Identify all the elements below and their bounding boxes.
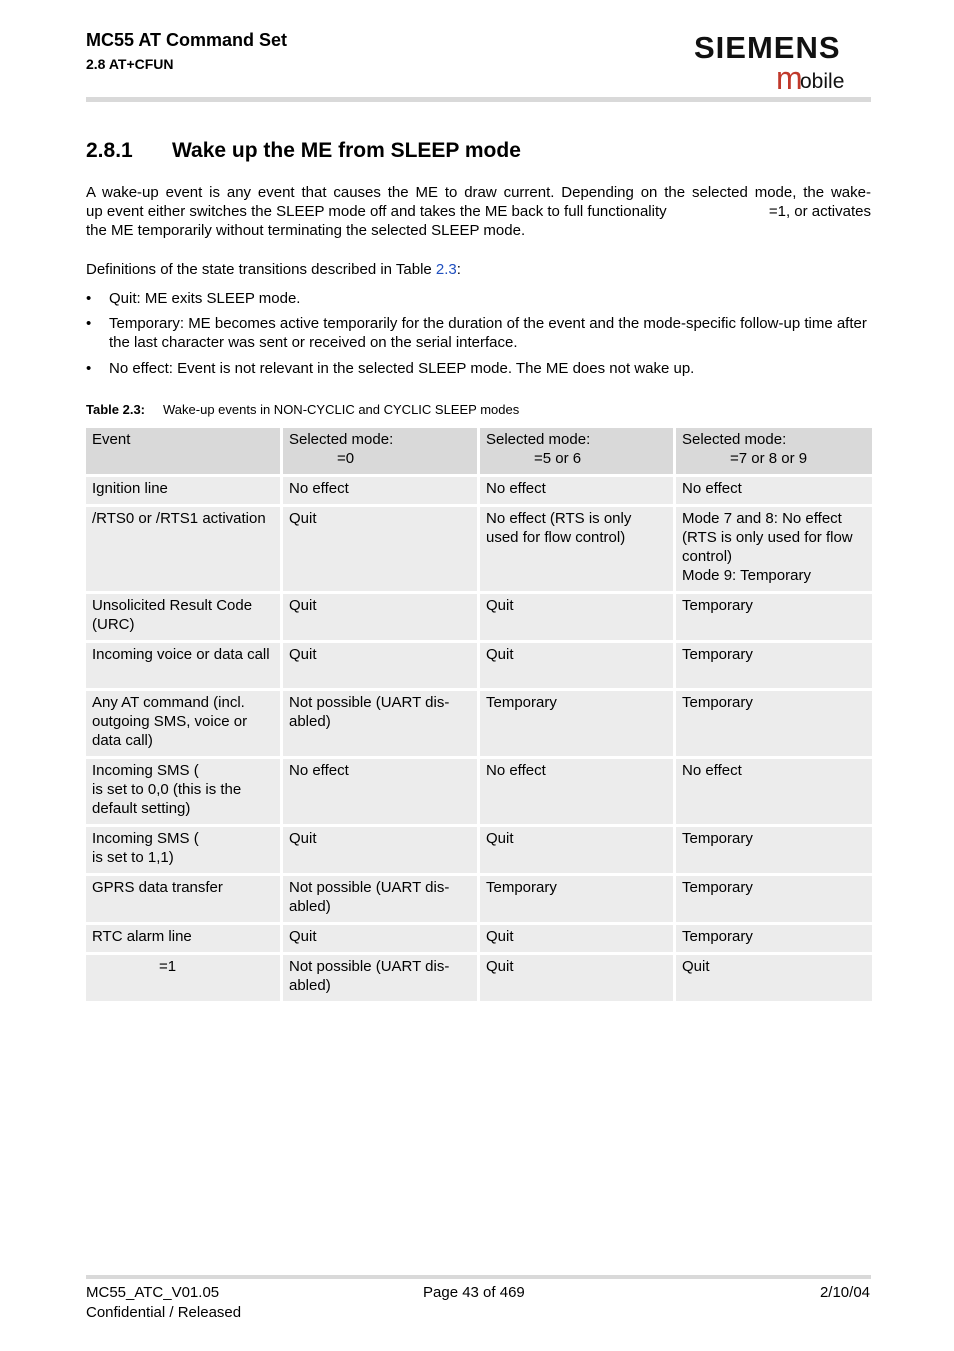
mode-c-cell xyxy=(676,507,872,594)
mode-a-cell: Quit xyxy=(283,594,480,643)
footer-page-number: Page 43 of 469 xyxy=(423,1284,525,1301)
event-text: =1 xyxy=(159,958,177,975)
mode-c-cell: Temporary xyxy=(676,643,872,691)
footer-status: Confidential / Released xyxy=(86,1304,242,1321)
header-event: Event xyxy=(86,428,283,477)
event-text-2: is set to 1,1) xyxy=(92,849,174,866)
mode-a-cell: Not possible (UART dis-abled) xyxy=(283,691,480,759)
table-row xyxy=(86,827,872,876)
intro-paragraph xyxy=(86,183,871,240)
header-mode-a xyxy=(283,428,480,477)
table-reference-link[interactable]: 2.3 xyxy=(435,261,457,278)
mode-a-cell: Not possible (UART dis-abled) xyxy=(283,955,480,1004)
table-row xyxy=(86,594,872,643)
header-mode-b-label: Selected mode: xyxy=(486,431,591,448)
mode-c-cell: Temporary xyxy=(676,691,872,759)
mode-a-cell: Quit xyxy=(283,827,480,876)
table-caption xyxy=(86,402,519,417)
header-mode-c-label: Selected mode: xyxy=(682,431,787,448)
mode-a-cell: No effect xyxy=(283,759,480,827)
mode-b-cell: Temporary xyxy=(480,691,676,759)
intro-line-1: A wake-up event is any event that causes the ME to draw current. Depending on the selected mode, the wake- xyxy=(86,184,871,201)
bullet-dot: • xyxy=(86,315,92,332)
definitions-suffix: : xyxy=(456,261,461,278)
mode-b-cell: No effect xyxy=(480,759,676,827)
table-row xyxy=(86,507,872,594)
table-row xyxy=(86,876,872,925)
definitions-paragraph xyxy=(86,260,871,279)
header-mode-b xyxy=(480,428,676,477)
event-text: Ignition line xyxy=(92,480,168,497)
header-mode-c xyxy=(676,428,872,477)
event-text: Incoming SMS ( xyxy=(92,762,199,779)
section-heading-text: Wake up the ME from SLEEP mode xyxy=(172,139,521,162)
intro-line-2-right: =1, or activates xyxy=(768,203,871,220)
mode-c-cell: Temporary xyxy=(676,827,872,876)
section-heading-number: 2.8.1 xyxy=(86,139,133,162)
bullet-dot: • xyxy=(86,360,92,377)
event-cell xyxy=(86,925,283,955)
header-divider xyxy=(86,97,871,102)
event-cell xyxy=(86,827,283,876)
header-mode-a-value: =0 xyxy=(337,450,355,467)
mode-b-cell: Quit xyxy=(480,643,676,691)
mode-b-cell: Quit xyxy=(480,955,676,1004)
document-title: MC55 AT Command Set xyxy=(86,30,288,50)
mode-c-cell: No effect xyxy=(676,477,872,507)
event-text: GPRS data transfer xyxy=(92,879,223,896)
header-mode-a-label: Selected mode: xyxy=(289,431,394,448)
bullet-dot: • xyxy=(86,290,92,307)
event-text: /RTS0 or /RTS1 activation xyxy=(92,510,266,527)
bullet-text: Quit: ME exits SLEEP mode. xyxy=(109,290,301,307)
event-cell xyxy=(86,594,283,643)
bullet-text: No effect: Event is not relevant in the selected SLEEP mode. The ME does not wake up. xyxy=(109,360,695,377)
table-row xyxy=(86,955,872,1004)
mode-c-cell: Quit xyxy=(676,955,872,1004)
event-cell xyxy=(86,643,283,691)
wake-up-events-table xyxy=(86,428,872,1004)
footer-date: 2/10/04 xyxy=(819,1284,870,1301)
footer-divider xyxy=(86,1275,871,1279)
definitions-prefix: Definitions of the state transitions described in Table xyxy=(86,261,436,278)
mode-a-cell: Quit xyxy=(283,507,480,594)
mode-b-cell: Quit xyxy=(480,594,676,643)
mode-c-cell: No effect xyxy=(676,759,872,827)
mode-c-text-2: Mode 9: Temporary xyxy=(682,567,811,584)
mode-c-cell: Temporary xyxy=(676,594,872,643)
mode-b-cell: Temporary xyxy=(480,876,676,925)
mobile-logo-m: m xyxy=(776,60,803,96)
event-cell xyxy=(86,876,283,925)
table-caption-label: Table 2.3: xyxy=(86,402,146,417)
siemens-logo-text: SIEMENS xyxy=(694,30,841,65)
event-text-2: is set to 0,0 (this is the xyxy=(92,781,242,798)
table-caption-text: Wake-up events in NON-CYCLIC and CYCLIC SLEEP modes xyxy=(163,402,520,417)
table-row xyxy=(86,643,872,691)
mode-a-cell: Not possible (UART dis-abled) xyxy=(283,876,480,925)
intro-line-2 xyxy=(86,202,871,221)
event-text: RTC alarm line xyxy=(92,928,192,945)
mode-a-cell: No effect xyxy=(283,477,480,507)
mode-b-cell: No effect (RTS is only used for flow control) xyxy=(480,507,676,594)
table-row xyxy=(86,925,872,955)
event-cell xyxy=(86,759,283,827)
event-text-3: default setting) xyxy=(92,800,191,817)
event-cell xyxy=(86,477,283,507)
table-row xyxy=(86,477,872,507)
table-header-row xyxy=(86,428,872,477)
event-cell xyxy=(86,691,283,759)
mode-b-cell: No effect xyxy=(480,477,676,507)
event-text: Incoming SMS ( xyxy=(92,830,199,847)
mode-a-cell: Quit xyxy=(283,925,480,955)
mode-c-cell: Temporary xyxy=(676,876,872,925)
mobile-logo-text: obile xyxy=(800,70,845,93)
mode-c-text: Mode 7 and 8: No effect (RTS is only used for flow control) xyxy=(682,510,853,565)
event-text: Incoming voice or data call xyxy=(92,646,270,663)
header-mode-b-value: =5 or 6 xyxy=(534,450,582,467)
mode-b-cell: Quit xyxy=(480,827,676,876)
footer-document-id: MC55_ATC_V01.05 xyxy=(86,1284,220,1301)
event-text: Any AT command (incl. outgoing SMS, voice or data call) xyxy=(92,694,248,749)
event-text: Unsolicited Result Code (URC) xyxy=(92,597,253,633)
table-row xyxy=(86,759,872,827)
event-cell xyxy=(86,955,283,1004)
running-section-label: 2.8 AT+CFUN xyxy=(86,56,174,72)
header-mode-c-value: =7 or 8 or 9 xyxy=(730,450,808,467)
event-cell xyxy=(86,507,283,594)
table-row xyxy=(86,691,872,759)
intro-line-3: the ME temporarily without terminating the selected SLEEP mode. xyxy=(86,222,526,239)
bullet-text: Temporary: ME becomes active temporarily for the duration of the event and the mode-specific follow-up time after the last character was sent or received on the serial interface. xyxy=(109,315,867,351)
mode-c-cell: Temporary xyxy=(676,925,872,955)
mode-a-cell: Quit xyxy=(283,643,480,691)
intro-line-2-left: up event either switches the SLEEP mode off and takes the ME back to full functionality xyxy=(86,203,667,220)
mode-b-cell: Quit xyxy=(480,925,676,955)
